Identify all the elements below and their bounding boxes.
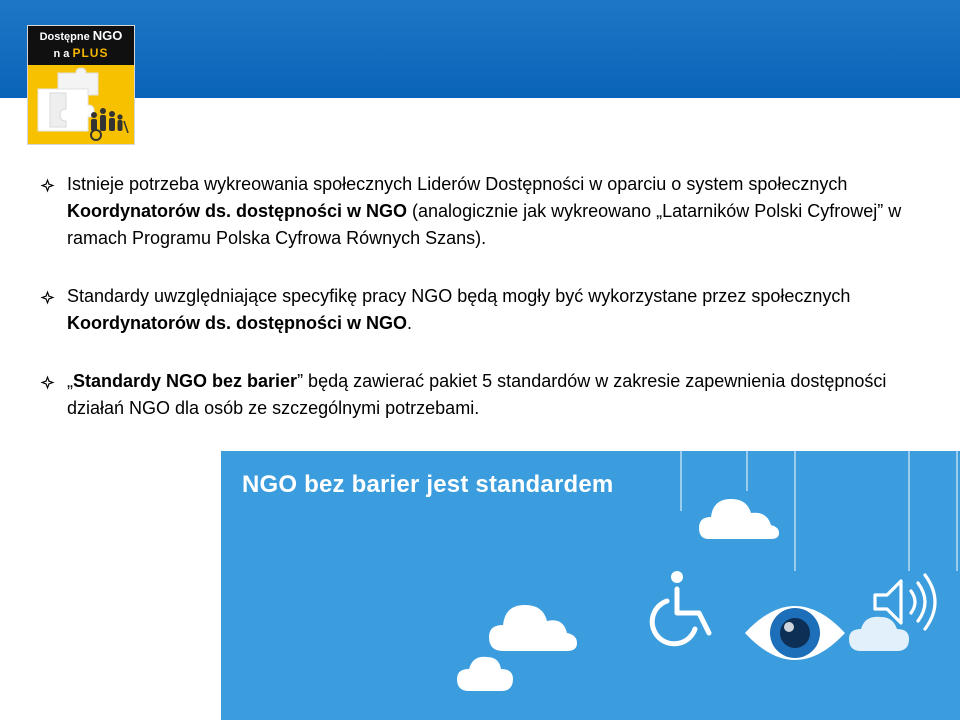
accessibility-banner <box>221 451 960 720</box>
logo-line-1 <box>28 29 134 44</box>
header-band <box>0 0 960 98</box>
diamond-bullet-icon <box>40 375 55 390</box>
bullet-bold-text: Koordynatorów ds. dostępności w NGO <box>67 201 408 221</box>
diamond-bullet-icon <box>40 290 55 305</box>
cloud-icon <box>699 499 779 539</box>
wheelchair-icon <box>652 571 709 644</box>
banner-title: NGO bez barier jest standardem <box>242 471 614 498</box>
bullet-bold-text: Koordynatorów ds. dostępności w NGO <box>67 313 408 333</box>
logo-word-na: n a <box>53 48 73 60</box>
logo-line-2 <box>28 46 134 61</box>
logo-dostepne-ngo-na-plus <box>27 25 135 145</box>
diamond-bullet-icon <box>40 178 55 193</box>
logo-puzzle-area <box>28 65 134 144</box>
bullet-item <box>40 283 930 337</box>
bullet-text: (analogicznie jak wykreowano „Latarników Polski Cyfrowej” w ramach Programu Polska Cyfrowa Równych Szans). <box>67 201 902 248</box>
cloud-icon <box>457 657 513 691</box>
bullet-text: Standardy uwzględniające specyfikę pracy NGO będą mogły być wykorzystane przez społecznych <box>67 286 851 306</box>
logo-word-plus: PLUS <box>72 46 109 60</box>
bullet-list <box>40 171 930 453</box>
bullet-item <box>40 368 930 422</box>
bullet-text: Istnieje potrzeba wykreowania społecznych Liderów Dostępności w oparciu o system społecznych <box>67 174 848 194</box>
bullet-text: . <box>407 313 413 333</box>
logo-text-block <box>28 26 134 65</box>
bullet-text: „ <box>67 371 73 391</box>
eye-icon <box>745 606 845 660</box>
bullet-bold-text: Standardy NGO bez barier <box>73 371 298 391</box>
bullet-item <box>40 171 930 252</box>
logo-word-ngo: NGO <box>92 28 123 43</box>
bullet-text: ” będą zawierać pakiet 5 standardów w zakresie zapewnienia dostępności działań NGO dla osób ze szczególnymi potrzebami. <box>67 371 887 418</box>
logo-word-dostepne: Dostępne <box>39 31 93 43</box>
cloud-icon <box>489 605 577 651</box>
puzzle-people-icon <box>28 65 134 144</box>
